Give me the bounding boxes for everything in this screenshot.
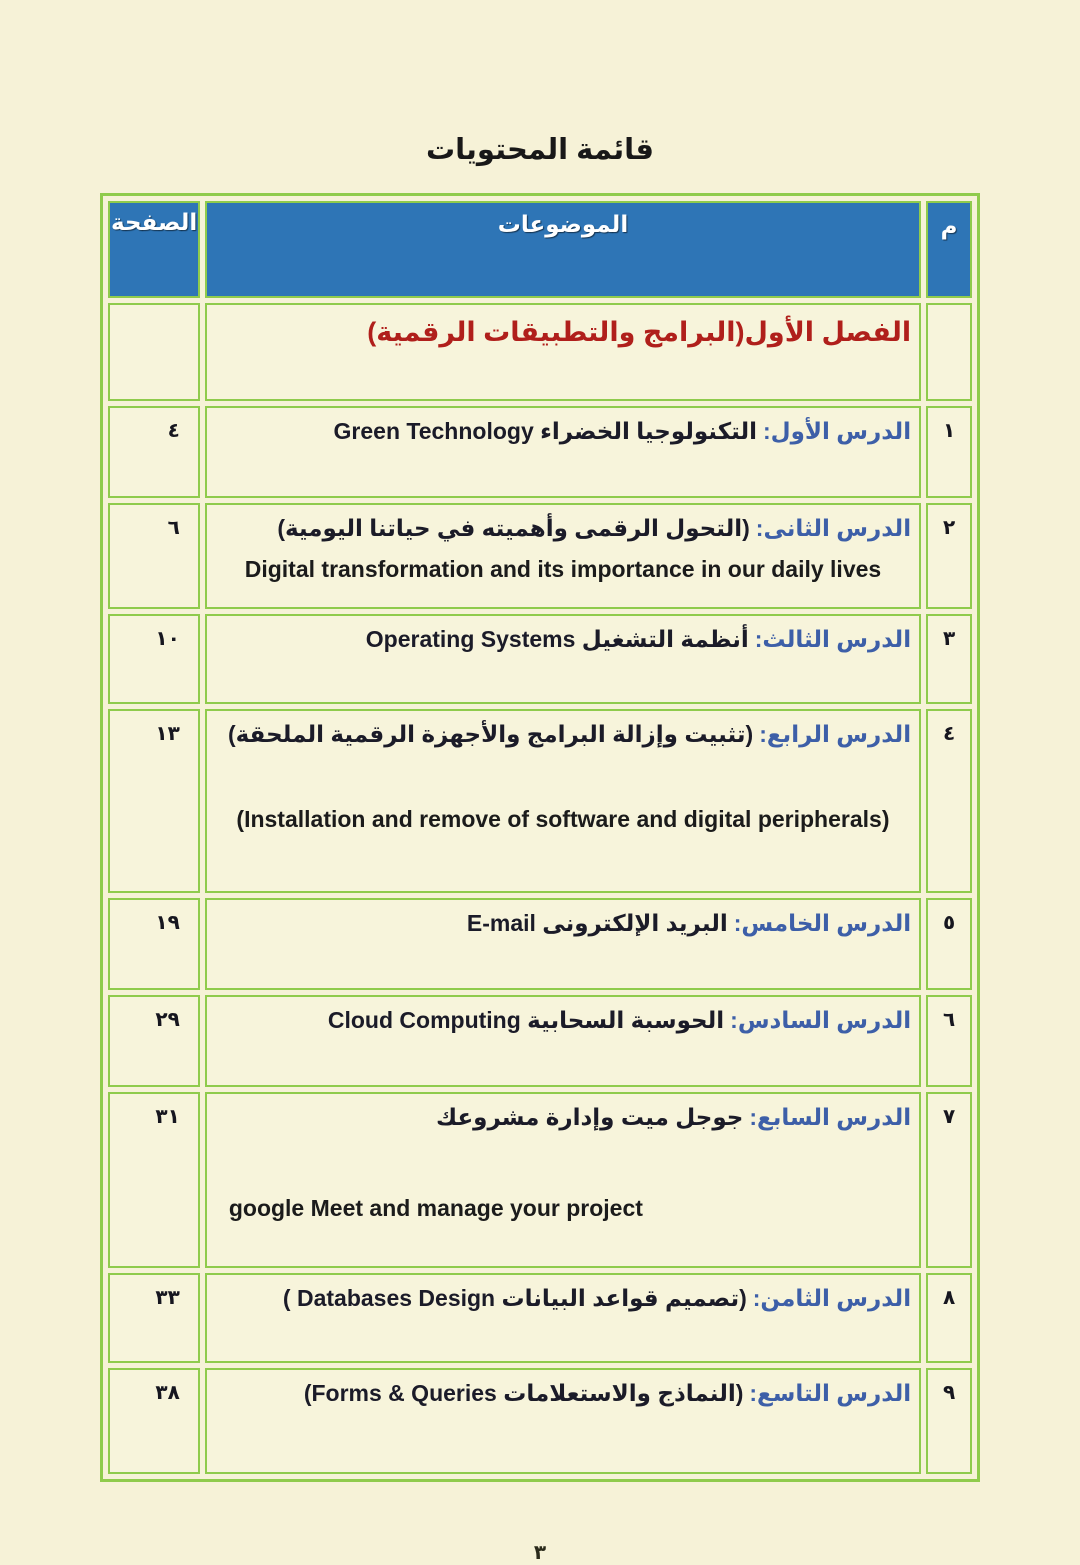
- header-cell-page: الصفحة: [108, 201, 200, 298]
- lesson-text: (النماذج والاستعلامات Forms & Queries): [303, 1380, 744, 1406]
- row-num: ٩: [926, 1368, 972, 1474]
- page-number-cell: ٤: [108, 406, 200, 498]
- page-number-cell: ٢٩: [108, 995, 200, 1087]
- lesson-text: البريد الإلكترونى E-mail: [466, 910, 728, 936]
- row-num: ٥: [926, 898, 972, 990]
- row-num: ٧: [926, 1092, 972, 1268]
- row-num: ٨: [926, 1273, 972, 1363]
- lesson-label: الدرس الرابع:: [759, 721, 912, 747]
- lesson-line: [215, 1283, 911, 1314]
- row-num: ٤: [926, 709, 972, 893]
- row-num: ٣: [926, 614, 972, 704]
- lesson-subtitle-english: (Installation and remove of software and digital peripherals): [236, 806, 890, 833]
- table-row: [108, 995, 972, 1087]
- lesson-subtitle-english: Digital transformation and its importance in our daily lives: [244, 556, 882, 583]
- lesson-line: [215, 1378, 911, 1409]
- lesson-text: الحوسبة السحابية Cloud Computing: [327, 1007, 725, 1033]
- page-number-cell: ٦: [108, 503, 200, 609]
- lesson-text: (التحول الرقمى وأهميته في حياتنا اليومية): [277, 515, 750, 541]
- page-number-cell: ٣١: [108, 1092, 200, 1268]
- table-row: [108, 614, 972, 704]
- table-header-row: [108, 201, 972, 298]
- page-number-cell: ١٩: [108, 898, 200, 990]
- row-num: ١: [926, 406, 972, 498]
- lesson-text: جوجل ميت وإدارة مشروعك: [436, 1104, 744, 1130]
- page-number-cell: ٣٨: [108, 1368, 200, 1474]
- lesson-line: [215, 513, 911, 544]
- lesson-label: الدرس الثانى:: [755, 515, 912, 541]
- lesson-label: الدرس التاسع:: [749, 1380, 912, 1406]
- page-number-cell: ١٣: [108, 709, 200, 893]
- lesson-line: [215, 624, 911, 655]
- page-number-cell: ٣٣: [108, 1273, 200, 1363]
- lesson-text: (تثبيت وإزالة البرامج والأجهزة الرقمية الملحقة): [227, 721, 754, 747]
- lesson-text: أنظمة التشغيل Operating Systems: [365, 626, 749, 652]
- table-row: [108, 1092, 972, 1268]
- row-num: ٢: [926, 503, 972, 609]
- lesson-label: الدرس الثالث:: [754, 626, 912, 652]
- header-cell-num: م: [926, 201, 972, 298]
- table-row: [108, 898, 972, 990]
- lesson-line: [215, 1005, 911, 1036]
- row-num: [926, 303, 972, 401]
- footer-page-number: ٣: [533, 1542, 547, 1564]
- lesson-line: [215, 719, 911, 750]
- lesson-label: الدرس الثامن:: [752, 1285, 912, 1311]
- lesson-text: (تصميم قواعد البيانات Databases Design ): [282, 1285, 747, 1311]
- lesson-line: [215, 416, 911, 447]
- row-num: ٦: [926, 995, 972, 1087]
- toc-table: [100, 193, 980, 1482]
- lesson-text: التكنولوجيا الخضراء Green Technology: [333, 418, 757, 444]
- lesson-label: الدرس السابع:: [749, 1104, 912, 1130]
- lesson-label: الدرس الخامس:: [733, 910, 912, 936]
- table-row: [108, 709, 972, 893]
- table-row: [108, 503, 972, 609]
- chapter-row: [108, 303, 972, 401]
- lesson-line: [215, 1102, 911, 1133]
- lesson-label: الدرس السادس:: [730, 1007, 912, 1033]
- lesson-line: [215, 908, 911, 939]
- chapter-title: الفصل الأول(البرامج والتطبيقات الرقمية): [367, 317, 912, 347]
- table-row: [108, 406, 972, 498]
- page-number-cell: ١٠: [108, 614, 200, 704]
- header-cell-topics: الموضوعات: [205, 201, 921, 298]
- table-row: [108, 1368, 972, 1474]
- lesson-label: الدرس الأول:: [762, 418, 912, 444]
- page-title: قائمة المحتويات: [426, 134, 654, 166]
- page-number-cell: [108, 303, 200, 401]
- table-row: [108, 1273, 972, 1363]
- lesson-subtitle-english: google Meet and manage your project: [228, 1195, 643, 1222]
